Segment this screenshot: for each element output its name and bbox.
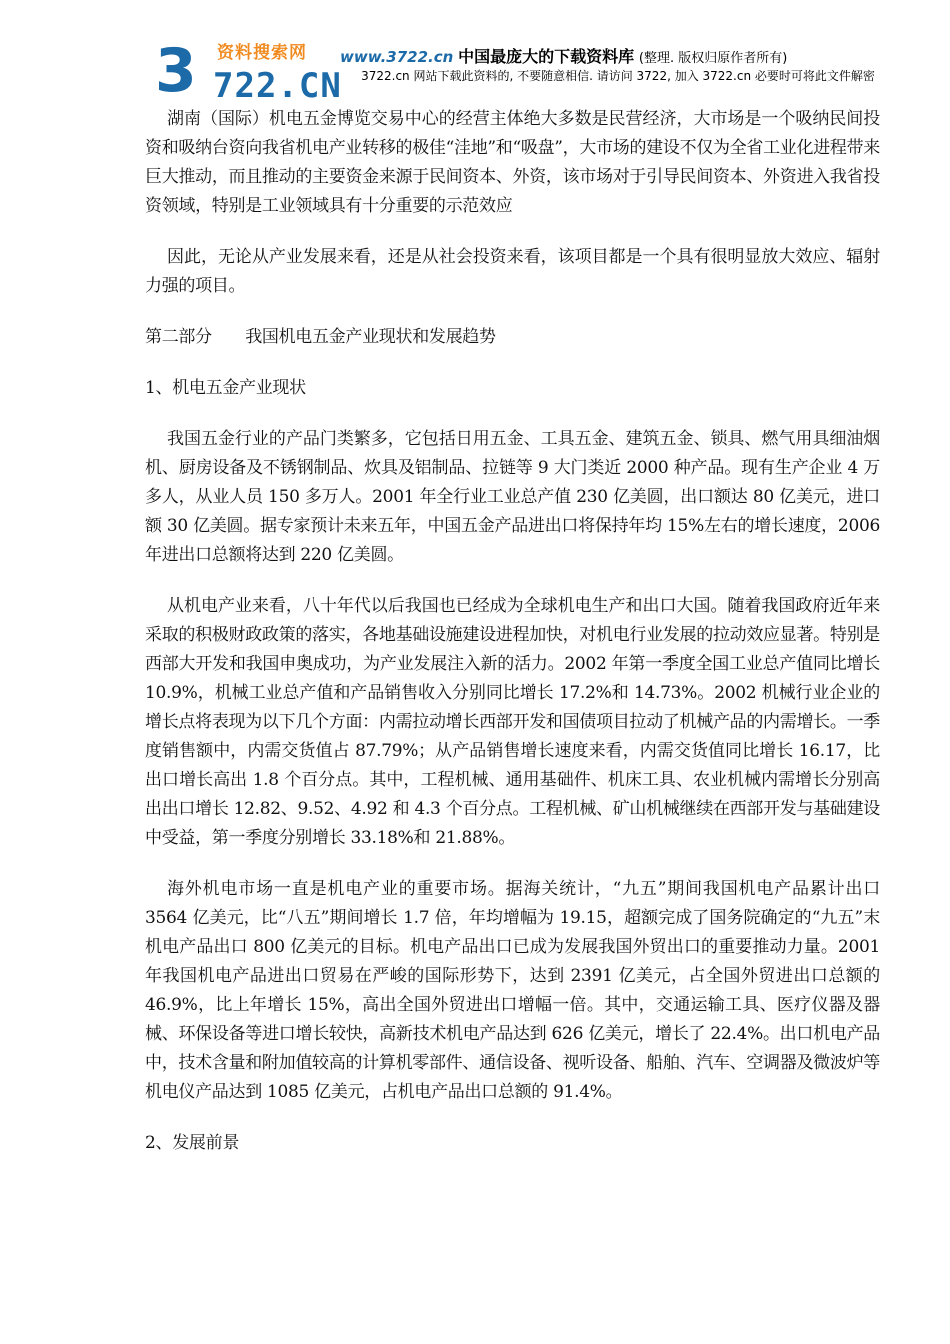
paragraph-market-investment: 湖南（国际）机电五金博览交易中心的经营主体绝大多数是民营经济，大市场是一个吸纳民间投资和吸纳台资向我省机电产业转移的极佳“洼地”和“吸盘”，大市场的建设不仅为全省工业化进程带来巨大推动，而且推动的主要资金来源于民间资本、外资，该市场对于引导民间资本、外资进入我省投资领域，特别是工业领域具有十分重要的示范效应 bbox=[145, 109, 880, 216]
logo-tagline: 资料搜索网 bbox=[217, 43, 307, 63]
page-header bbox=[0, 0, 950, 110]
copyright-note: (整理. 版权归原作者所有) bbox=[638, 51, 788, 66]
subheading-current-status: 1、机电五金产业现状 bbox=[145, 378, 306, 398]
logo-wordmark: 722.CN bbox=[213, 66, 342, 106]
subheading-outlook: 2、发展前景 bbox=[145, 1133, 240, 1153]
header-banner bbox=[340, 44, 940, 67]
document-body bbox=[145, 105, 880, 1158]
download-notice: 3722.cn 网站下载此资料的, 不要随意相信. 请访问 3722, 加入 3722.cn 必要时可将此文件解密 bbox=[361, 69, 875, 83]
paragraph-hardware-industry: 我国五金行业的产品门类繁多，它包括日用五金、工具五金、建筑五金、锁具、燃气用具细油烟机、厨房设备及不锈钢制品、炊具及铝制品、拉链等 9 大门类近 2000 种产品。现有生产企业 4 万多人，从业人员 150 多万人。2001 年全行业工业总产值 230 亿美圆，出口额达 80 亿美元，进口额 30 亿美圆。据专家预计未来五年，中国五金产品进出口将保持年均 15%左右的增长速度，2006 年进出口总额将达到 220 亿美圆。 bbox=[145, 429, 880, 565]
site-domain-link[interactable]: www.3722.cn bbox=[340, 48, 454, 66]
logo-digit: 3 bbox=[155, 36, 195, 106]
paragraph-project-conclusion: 因此，无论从产业发展来看，还是从社会投资来看，该项目都是一个具有很明显放大效应、辐射力强的项目。 bbox=[145, 247, 880, 296]
paragraph-mechatronics-industry: 从机电产业来看，八十年代以后我国也已经成为全球机电生产和出口大国。随着我国政府近年来采取的积极财政政策的落实，各地基础设施建设进程加快，对机电行业发展的拉动效应显著。特别是西部大开发和我国申奥成功，为产业发展注入新的活力。2002 年第一季度全国工业总产值同比增长 10.9%，机械工业总产值和产品销售收入分别同比增长 17.2%和 14.73%。2002 机械行业企业的增长点将表现为以下几个方面：内需拉动增长西部开发和国债项目拉动了机械产品的内需增长。一季度销售额中，内需交货值占 87.79%；从产品销售增长速度来看，内需交货值同比增长 16.17，比出口增长高出 1.8 个百分点。其中，工程机械、通用基础件、机床工具、农业机械内需增长分别高出出口增长 12.82、9.52、4.92 和 4.3 个百分点。工程机械、矿山机械继续在西部开发与基础建设中受益，第一季度分别增长 33.18%和 21.88%。 bbox=[145, 596, 880, 848]
paragraph-overseas-market: 海外机电市场一直是机电产业的重要市场。据海关统计，“九五”期间我国机电产品累计出口 3564 亿美元，比“八五”期间增长 1.7 倍，年均增幅为 19.15，超额完成了国务院确定的“九五”末机电产品出口 800 亿美元的目标。机电产品出口已成为发展我国外贸出口的重要推动力量。2001 年我国机电产品进出口贸易在严峻的国际形势下，达到 2391 亿美元，占全国外贸进出口总额的 46.9%，比上年增长 15%，高出全国外贸进出口增幅一倍。其中，交通运输工具、医疗仪器及器械、环保设备等进口增长较快，高新技术机电产品达到 626 亿美元，增长了 22.4%。出口机电产品中，技术含量和附加值较高的计算机零部件、通信设备、视听设备、船舶、汽车、空调器及微波炉等机电仪产品达到 1085 亿美元，占机电产品出口总额的 91.4%。 bbox=[145, 879, 880, 1102]
site-logo[interactable] bbox=[155, 36, 355, 106]
site-slogan: 中国最庞大的下载资料库 bbox=[458, 47, 635, 66]
section-heading-part-two: 第二部分 我国机电五金产业现状和发展趋势 bbox=[145, 327, 496, 347]
